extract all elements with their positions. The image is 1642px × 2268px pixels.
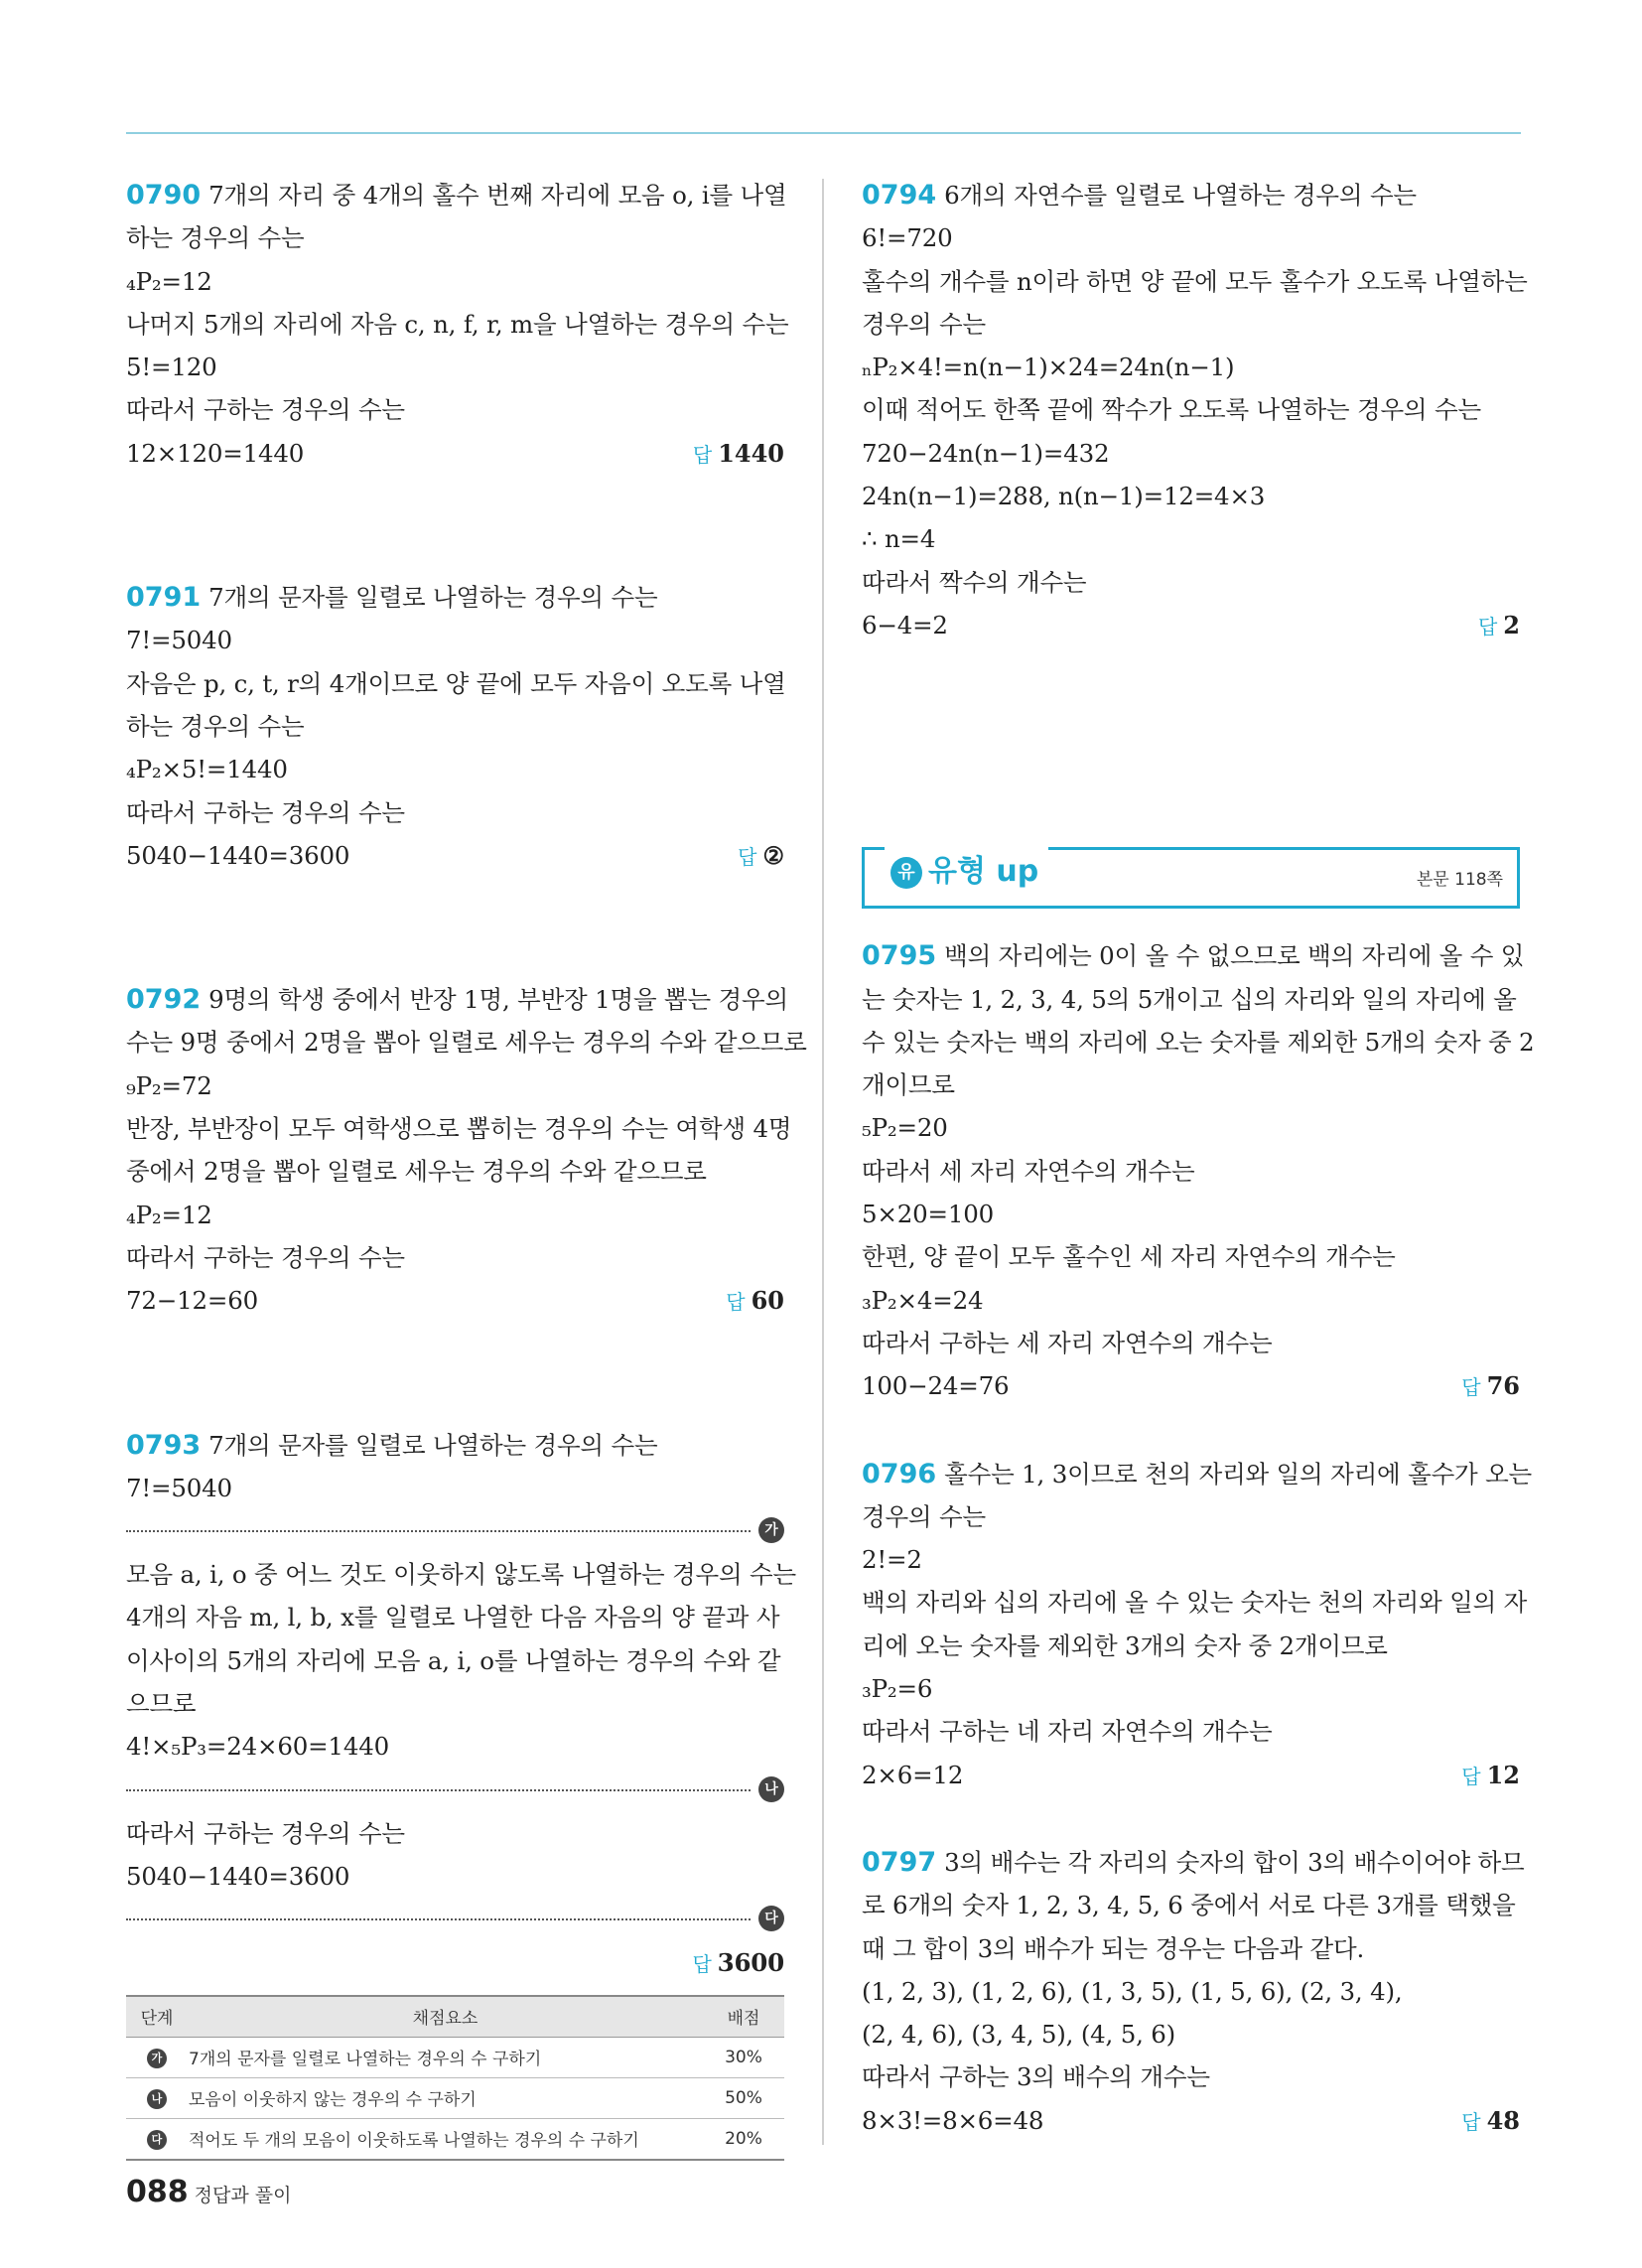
problem-line: 수는 9명 중에서 2명을 뽑아 일렬로 세우는 경우의 수와 같으므로 bbox=[126, 1028, 807, 1058]
table-header-row bbox=[126, 1996, 784, 2038]
answer-value: 1440 bbox=[718, 438, 784, 468]
problem-line: 12×120=1440 bbox=[126, 438, 305, 468]
problem-line: 0791 7개의 문자를 일렬로 나열하는 경우의 수는 bbox=[126, 582, 658, 614]
problem-line: 따라서 구하는 경우의 수는 bbox=[126, 797, 405, 827]
answer-value: 2 bbox=[1503, 610, 1520, 639]
problem-line: 2!=2 bbox=[862, 1545, 922, 1575]
problem-line: 수 있는 숫자는 백의 자리에 오는 숫자를 제외한 5개의 숫자 중 2 bbox=[862, 1027, 1535, 1057]
problem-number: 0790 bbox=[126, 180, 202, 211]
problem-number: 0792 bbox=[126, 984, 202, 1016]
problem-line: 하는 경우의 수는 bbox=[126, 223, 305, 253]
table-header: 단계 bbox=[126, 1996, 188, 2038]
problem-number: 0797 bbox=[862, 1846, 937, 1878]
step-divider bbox=[126, 1509, 784, 1553]
problem-line: 따라서 구하는 세 자리 자연수의 개수는 bbox=[862, 1328, 1273, 1357]
problem-0792 bbox=[126, 978, 807, 1324]
table-row bbox=[126, 2118, 784, 2160]
answer-label: 답 bbox=[726, 1290, 746, 1315]
problem-0794 bbox=[862, 174, 1528, 648]
step-mark: 가 bbox=[147, 2049, 167, 2068]
page-title: 정답과 풀이 bbox=[194, 2185, 292, 2206]
type-icon: 유 bbox=[890, 857, 922, 889]
problem-line: 모음 a, i, o 중 어느 것도 이웃하지 않도록 나열하는 경우의 수는 bbox=[126, 1560, 796, 1590]
problem-line: 5!=120 bbox=[126, 353, 217, 382]
scoring-table bbox=[126, 1995, 784, 2161]
problem-line: 7!=5040 bbox=[126, 1473, 232, 1502]
answer-value: ② bbox=[762, 840, 784, 870]
table-cell: 50% bbox=[703, 2077, 784, 2118]
problem-line: ₄P₂×5!=1440 bbox=[126, 755, 288, 784]
answer-value: 12 bbox=[1486, 1760, 1520, 1789]
problem-line: 4개의 자음 m, l, b, x를 일렬로 나열한 다음 자음의 양 끝과 사 bbox=[126, 1603, 780, 1632]
problem-line: 따라서 구하는 네 자리 자연수의 개수는 bbox=[862, 1717, 1273, 1747]
problem-line: 으므로 bbox=[126, 1689, 197, 1719]
table-row bbox=[126, 2037, 784, 2077]
page-footer bbox=[126, 2175, 291, 2209]
answer-label: 답 bbox=[692, 442, 713, 467]
column-divider bbox=[822, 179, 824, 2145]
banner-title: 유 유형 up bbox=[885, 847, 1048, 897]
problem-line: 자음은 p, c, t, r의 4개이므로 양 끝에 모두 자음이 오도록 나열 bbox=[126, 668, 786, 698]
problem-line: 0790 7개의 자리 중 4개의 홀수 번째 자리에 모음 o, i를 나열 bbox=[126, 180, 787, 211]
section-banner bbox=[862, 847, 1520, 909]
answer bbox=[862, 604, 1520, 648]
problem-line: 6!=720 bbox=[862, 223, 953, 253]
answer-label: 답 bbox=[738, 844, 757, 869]
problem-line: 따라서 구하는 경우의 수는 bbox=[126, 1242, 405, 1272]
problem-line: 72−12=60 bbox=[126, 1286, 258, 1316]
table-cell: 모음이 이웃하지 않는 경우의 수 구하기 bbox=[188, 2077, 703, 2118]
problem-line: 홀수의 개수를 n이라 하면 양 끝에 모두 홀수가 오도록 나열하는 bbox=[862, 266, 1528, 296]
problem-line: 이때 적어도 한쪽 끝에 짝수가 오도록 나열하는 경우의 수는 bbox=[862, 395, 1481, 425]
table-cell: 20% bbox=[703, 2118, 784, 2160]
answer-value: 60 bbox=[751, 1286, 784, 1316]
problem-number: 0793 bbox=[126, 1429, 202, 1461]
answer-value: 76 bbox=[1486, 1371, 1520, 1401]
problem-line: (2, 4, 6), (3, 4, 5), (4, 5, 6) bbox=[862, 2020, 1176, 2050]
problem-line: 로 6개의 숫자 1, 2, 3, 4, 5, 6 중에서 서로 다른 3개를 택했을 bbox=[862, 1891, 1516, 1920]
problem-line: 24n(n−1)=288, n(n−1)=12=4×3 bbox=[862, 482, 1266, 511]
step-mark: 다 bbox=[758, 1906, 784, 1931]
problem-line: 5040−1440=3600 bbox=[126, 840, 350, 870]
answer-value: 3600 bbox=[717, 1948, 784, 1978]
step-mark: 다 bbox=[147, 2130, 167, 2150]
table-cell: 적어도 두 개의 모음이 이웃하도록 나열하는 경우의 수 구하기 bbox=[188, 2118, 703, 2160]
problem-line: ₃P₂=6 bbox=[862, 1674, 933, 1704]
problem-line: ₄P₂=12 bbox=[126, 1200, 212, 1229]
problem-line: 반장, 부반장이 모두 여학생으로 뽑히는 경우의 수는 여학생 4명 bbox=[126, 1114, 792, 1144]
problem-line: 따라서 구하는 경우의 수는 bbox=[126, 395, 405, 425]
problem-line: ∴ n=4 bbox=[862, 524, 936, 554]
page-number: 088 bbox=[126, 2175, 189, 2209]
problem-line: 따라서 구하는 경우의 수는 bbox=[126, 1818, 405, 1848]
problem-line: 경우의 수는 bbox=[862, 1501, 986, 1531]
table-cell: 30% bbox=[703, 2037, 784, 2077]
problem-line: 5040−1440=3600 bbox=[126, 1861, 350, 1891]
right-column bbox=[862, 174, 1535, 2144]
problem-line: 4!×₅P₃=24×60=1440 bbox=[126, 1732, 389, 1762]
table-header: 배점 bbox=[703, 1996, 784, 2038]
problem-0795 bbox=[862, 934, 1535, 1409]
answer-label: 답 bbox=[1461, 1375, 1481, 1400]
top-rule bbox=[126, 132, 1521, 134]
step-mark: 가 bbox=[758, 1517, 784, 1543]
problem-line: 경우의 수는 bbox=[862, 309, 986, 339]
answer bbox=[126, 1941, 784, 1986]
table-header: 채점요소 bbox=[188, 1996, 703, 2038]
problem-0797 bbox=[862, 1841, 1525, 2144]
left-column bbox=[126, 174, 807, 2161]
problem-line: 따라서 세 자리 자연수의 개수는 bbox=[862, 1156, 1195, 1186]
problem-0796 bbox=[862, 1453, 1533, 1798]
problem-line: 따라서 구하는 3의 배수의 개수는 bbox=[862, 2062, 1210, 2092]
answer-label: 답 bbox=[1461, 1764, 1481, 1788]
problem-number: 0791 bbox=[126, 582, 202, 614]
problem-line: 나머지 5개의 자리에 자음 c, n, f, r, m을 나열하는 경우의 수는 bbox=[126, 309, 789, 339]
problem-line: 0793 7개의 문자를 일렬로 나열하는 경우의 수는 bbox=[126, 1429, 658, 1461]
answer-value: 48 bbox=[1486, 2105, 1520, 2135]
step-mark: 나 bbox=[758, 1776, 784, 1802]
problem-line: 이사이의 5개의 자리에 모음 a, i, o를 나열하는 경우의 수와 같 bbox=[126, 1645, 781, 1675]
problem-0793 bbox=[126, 1424, 796, 2161]
problem-line: 0795 백의 자리에는 0이 올 수 없으므로 백의 자리에 올 수 있 bbox=[862, 940, 1525, 972]
problem-line: 따라서 짝수의 개수는 bbox=[862, 567, 1087, 597]
problem-line: ₙP₂×4!=n(n−1)×24=24n(n−1) bbox=[862, 353, 1235, 382]
problem-line: ₅P₂=20 bbox=[862, 1113, 948, 1143]
problem-line: 개이므로 bbox=[862, 1070, 955, 1100]
problem-line: 5×20=100 bbox=[862, 1200, 994, 1229]
problem-line: 때 그 합이 3의 배수가 되는 경우는 다음과 같다. bbox=[862, 1933, 1365, 1963]
answer-label: 답 bbox=[1461, 2109, 1481, 2134]
problem-line: 백의 자리와 십의 자리에 올 수 있는 숫자는 천의 자리와 일의 자 bbox=[862, 1588, 1528, 1618]
problem-line: 720−24n(n−1)=432 bbox=[862, 438, 1110, 468]
problem-0791 bbox=[126, 576, 784, 879]
problem-line: ₉P₂=72 bbox=[126, 1070, 212, 1100]
problem-number: 0796 bbox=[862, 1458, 937, 1489]
answer-label: 답 bbox=[1477, 614, 1498, 638]
problem-0790 bbox=[126, 174, 789, 477]
problem-line: 0796 홀수는 1, 3이므로 천의 자리와 일의 자리에 홀수가 오는 bbox=[862, 1458, 1533, 1489]
problem-line: 0792 9명의 학생 중에서 반장 1명, 부반장 1명을 뽑는 경우의 bbox=[126, 984, 788, 1016]
problem-line: 0794 6개의 자연수를 일렬로 나열하는 경우의 수는 bbox=[862, 180, 1417, 211]
problem-number: 0795 bbox=[862, 940, 937, 972]
problem-line: ₄P₂=12 bbox=[126, 266, 212, 296]
step-divider bbox=[126, 1898, 784, 1941]
problem-line: 6−4=2 bbox=[862, 610, 948, 639]
problem-number: 0794 bbox=[862, 180, 937, 211]
table-cell: 7개의 문자를 일렬로 나열하는 경우의 수 구하기 bbox=[188, 2037, 703, 2077]
banner-page-ref: 본문 118쪽 bbox=[1416, 870, 1503, 891]
problem-line: 2×6=12 bbox=[862, 1760, 964, 1789]
problem-line: 8×3!=8×6=48 bbox=[862, 2105, 1044, 2135]
problem-line: 0797 3의 배수는 각 자리의 숫자의 합이 3의 배수이어야 하므 bbox=[862, 1846, 1525, 1878]
problem-line: 리에 오는 숫자를 제외한 3개의 숫자 중 2개이므로 bbox=[862, 1630, 1388, 1660]
table-row bbox=[126, 2077, 784, 2118]
answer-label: 답 bbox=[692, 1952, 712, 1977]
problem-line: 7!=5040 bbox=[126, 626, 232, 655]
problem-line: 중에서 2명을 뽑아 일렬로 세우는 경우의 수와 같으므로 bbox=[126, 1157, 707, 1187]
problem-line: 100−24=76 bbox=[862, 1371, 1010, 1401]
problem-line: (1, 2, 3), (1, 2, 6), (1, 3, 5), (1, 5, 6), (2, 3, 4), bbox=[862, 1976, 1403, 2006]
problem-line: ₃P₂×4=24 bbox=[862, 1285, 984, 1315]
problem-line: 는 숫자는 1, 2, 3, 4, 5의 5개이고 십의 자리와 일의 자리에 올 bbox=[862, 984, 1517, 1014]
step-divider bbox=[126, 1769, 784, 1812]
step-mark: 나 bbox=[147, 2089, 167, 2109]
problem-line: 한편, 양 끝이 모두 홀수인 세 자리 자연수의 개수는 bbox=[862, 1242, 1396, 1272]
problem-line: 하는 경우의 수는 bbox=[126, 711, 305, 741]
